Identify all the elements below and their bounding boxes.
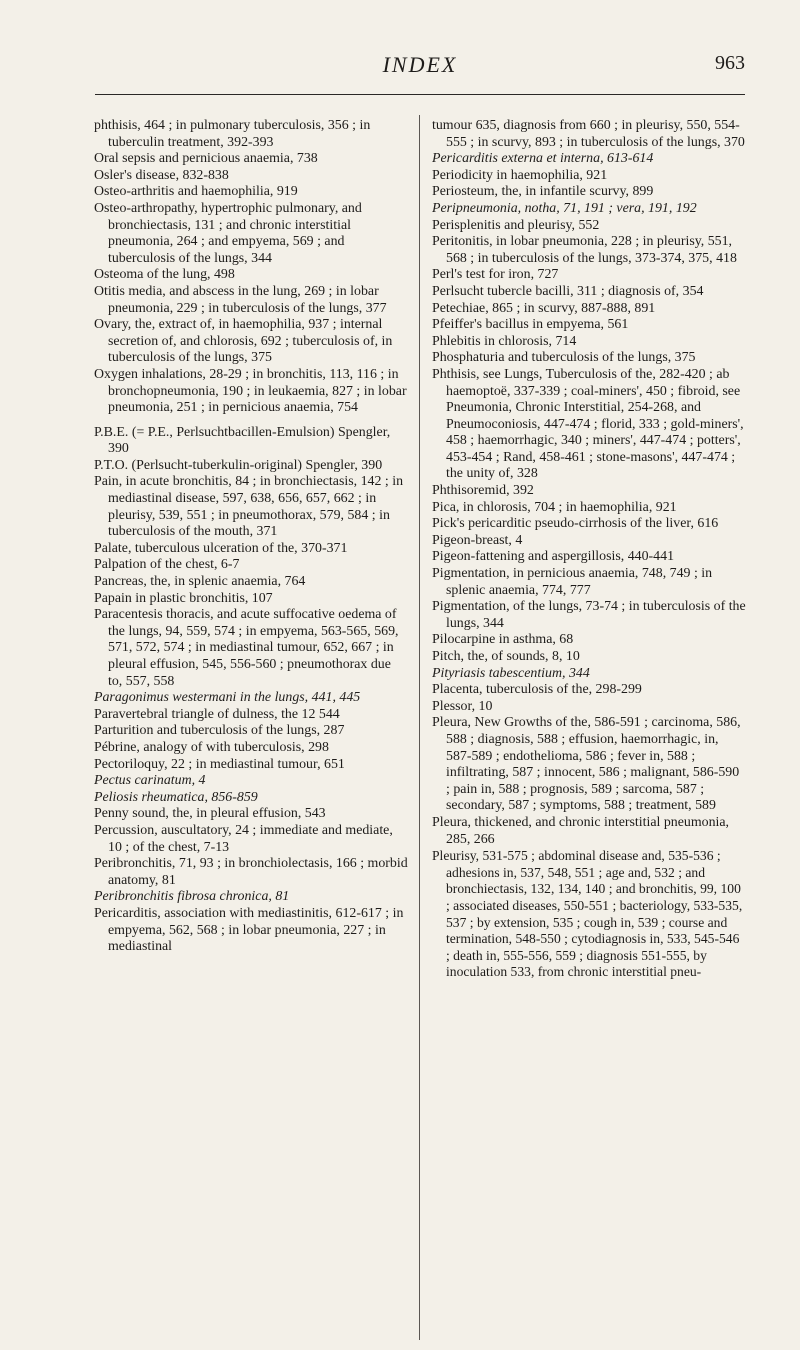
index-entry-term: Pericarditis externa et interna, 613-614 xyxy=(432,151,654,167)
index-entry: P.T.O. (Perlsucht-tuberkulin-original) Spengler, 390 xyxy=(94,457,383,473)
index-entry: Pilocarpine in asthma, 68 xyxy=(432,632,574,648)
index-entry: Palate, tuberculous ulceration of the, 370-371 xyxy=(94,540,348,556)
index-entry: Paravertebral triangle of dulness, the 12 544 xyxy=(94,706,340,722)
index-entry-term: Peripneumonia, notha, 71, 191 ; vera, 191, 192 xyxy=(432,200,697,216)
index-entry: Periosteum, the, in infantile scurvy, 899 xyxy=(432,184,654,200)
index-entry: Oral sepsis and pernicious anaemia, 738 xyxy=(94,151,318,167)
index-entry xyxy=(94,889,408,906)
index-entry: Pfeiffer's bacillus in empyema, 561 xyxy=(432,317,629,333)
index-entry: Petechiae, 865 ; in scurvy, 887-888, 891 xyxy=(432,300,656,316)
index-entry: Pain, in acute bronchitis, 84 ; in bronchiectasis, 142 ; in mediastinal disease, 597, 638, 656, 657, 662 ; in pleurisy, 539, 551 ; in pneumothorax, 579, 584 ; in tuberculosis of the mouth, 371 xyxy=(94,474,404,540)
index-entry: Pleura, thickened, and chronic interstitial pneumonia, 285, 266 xyxy=(432,814,730,847)
index-entry xyxy=(94,773,408,790)
running-title: INDEX xyxy=(382,52,458,77)
index-entry: Otitis media, and abscess in the lung, 269 ; in lobar pneumonia, 229 ; in tuberculosis of the lungs, 377 xyxy=(94,283,387,316)
index-entry: Parturition and tuberculosis of the lungs, 287 xyxy=(94,723,345,739)
index-entry: phthisis, 464 ; in pulmonary tuberculosis, 356 ; in tuberculin treatment, 392-393 xyxy=(94,118,371,150)
index-entry: Palpation of the chest, 6-7 xyxy=(94,557,240,573)
index-entry: Pigeon-fattening and aspergillosis, 440-441 xyxy=(432,549,675,565)
index-entry: Pigmentation, of the lungs, 73-74 ; in tuberculosis of the lungs, 344 xyxy=(432,599,746,631)
index-entry: Pericarditis, association with mediastinitis, 612-617 ; in empyema, 562, 568 ; in lobar pneumonia, 227 ; in mediastinal xyxy=(94,905,404,955)
index-entry: Pick's pericarditic pseudo-cirrhosis of the liver, 616 xyxy=(432,516,719,532)
index-entry: Pancreas, the, in splenic anaemia, 764 xyxy=(94,574,306,590)
index-entry: P.B.E. (= P.E., Perlsuchtbacillen-Emulsion) Spengler, 390 xyxy=(94,424,391,457)
index-entry: Penny sound, the, in pleural effusion, 543 xyxy=(94,806,326,822)
index-entry xyxy=(432,666,746,683)
index-entry-term: Paragonimus westermani in the lungs, 441, 445 xyxy=(94,690,361,706)
index-entry: Pica, in chlorosis, 704 ; in haemophilia, 921 xyxy=(432,499,677,515)
index-entry-term: Peribronchitis fibrosa chronica, 81 xyxy=(94,889,290,905)
index-entry: Papain in plastic bronchitis, 107 xyxy=(94,590,273,606)
index-entry: tumour 635, diagnosis from 660 ; in pleurisy, 550, 554-555 ; in scurvy, 893 ; in tuberculosis of the lungs, 370 xyxy=(432,118,745,150)
index-entry xyxy=(432,151,746,168)
index-entry: Phthisoremid, 392 xyxy=(432,483,534,499)
index-entry-term: Pectus carinatum, 4 xyxy=(94,773,206,789)
index-entry: Phlebitis in chlorosis, 714 xyxy=(432,333,577,349)
index-entry: Osteoma of the lung, 498 xyxy=(94,267,235,283)
index-entry: Paracentesis thoracis, and acute suffocative oedema of the lungs, 94, 559, 574 ; in empyema, 563-565, 569, 571, 572, 574 ; in mediastinal tumour, 652, 667 ; in pleural effusion, 545, 556-560 ; pneumothorax due to, 557, 558 xyxy=(94,607,399,689)
index-entry xyxy=(94,690,408,707)
index-entry: Pleura, New Growths of the, 586-591 ; carcinoma, 586, 588 ; diagnosis, 588 ; effusion, haemorrhagic, in, 587-589 ; endothelioma, 586 ; fever in, 588 ; infiltrating, 587 ; innocent, 586 ; malignant, 586-590 ; pain in, 588 ; prognosis, 589 ; sarcoma, 587 ; secondary, 587 ; symptoms, 588 ; treatment, 589 xyxy=(432,715,741,814)
index-entry: Perl's test for iron, 727 xyxy=(432,267,559,283)
index-entry xyxy=(94,790,408,807)
page-header xyxy=(95,52,745,92)
index-entry-term: Peliosis rheumatica, 856-859 xyxy=(94,789,258,805)
index-entry: Pleurisy, 531-575 ; abdominal disease and, 535-536 ; adhesions in, 537, 548, 551 ; age and, 532 ; and bronchiectasis, 132, 134, 140 ; and bronchitis, 99, 100 ; associated diseases, 550-551 ; bacteriology, 533-535, 537 ; by extension, 535 ; cough in, 539 ; course and termination, 548-550 ; cytodiagnosis in, 533, 545-546 ; death in, 555-556, 559 ; diagnosis 551-555, by inoculation 533, from chronic interstitial pneu- xyxy=(432,848,743,980)
index-entry: Ovary, the, extract of, in haemophilia, 937 ; internal secretion of, and chlorosis, 692 ; tuberculosis of, in tuberculosis of the lungs, 375 xyxy=(94,317,393,366)
index-entry: Pigmentation, in pernicious anaemia, 748, 749 ; in splenic anaemia, 774, 777 xyxy=(432,566,713,598)
index-column-right xyxy=(432,118,746,1348)
index-entry: Oxygen inhalations, 28-29 ; in bronchitis, 113, 116 ; in bronchopneumonia, 190 ; in leukaemia, 827 ; in lobar pneumonia, 251 ; in pernicious anaemia, 754 xyxy=(94,366,407,416)
index-entry: Periodicity in haemophilia, 921 xyxy=(432,167,608,183)
index-entry-term: Pityriasis tabescentium, 344 xyxy=(432,665,590,681)
index-entry: Pectoriloquy, 22 ; in mediastinal tumour, 651 xyxy=(94,756,345,772)
page-number: 963 xyxy=(715,52,745,74)
index-entry: Phthisis, see Lungs, Tuberculosis of the, 282-420 ; ab haemoptoë, 337-339 ; coal-miners', 450 ; fibroid, see Pneumonia, Chronic Interstitial, 254-268, and Pneumoconiosis, 447-474 ; florid, 333 ; gold-miners', 458 ; haemorrhagic, 340 ; miners', 447-474 ; potters', 453-454 ; Rand, 458-461 ; stone-masons', 447-474 ; the unity of, 328 xyxy=(432,366,744,482)
index-entry: Plessor, 10 xyxy=(432,698,493,714)
index-entry xyxy=(432,201,746,218)
column-divider xyxy=(419,115,420,1340)
header-rule xyxy=(95,94,745,95)
index-entry: Pitch, the, of sounds, 8, 10 xyxy=(432,649,580,664)
index-column-left xyxy=(94,118,408,1348)
index-entry: Peritonitis, in lobar pneumonia, 228 ; in pleurisy, 551, 568 ; in tuberculosis of the lungs, 373-374, 375, 418 xyxy=(432,234,737,266)
index-entry: Phosphaturia and tuberculosis of the lungs, 375 xyxy=(432,350,696,366)
index-entry: Perlsucht tubercle bacilli, 311 ; diagnosis of, 354 xyxy=(432,283,704,299)
index-entry: Placenta, tuberculosis of the, 298-299 xyxy=(432,682,642,698)
index-entry: Osteo-arthritis and haemophilia, 919 xyxy=(94,184,298,200)
index-entry: Pébrine, analogy of with tuberculosis, 298 xyxy=(94,739,329,755)
index-entry: Osler's disease, 832-838 xyxy=(94,167,229,183)
index-entry: Pigeon-breast, 4 xyxy=(432,532,523,548)
index-entry: Peribronchitis, 71, 93 ; in bronchiolectasis, 166 ; morbid anatomy, 81 xyxy=(94,856,408,888)
index-entry: Percussion, auscultatory, 24 ; immediate and mediate, 10 ; of the chest, 7-13 xyxy=(94,822,393,855)
index-entry: Perisplenitis and pleurisy, 552 xyxy=(432,217,600,233)
index-entry: Osteo-arthropathy, hypertrophic pulmonary, and bronchiectasis, 131 ; and chronic interstitial pneumonia, 264 ; and empyema, 569 ; and tuberculosis of the lungs, 344 xyxy=(94,200,362,266)
